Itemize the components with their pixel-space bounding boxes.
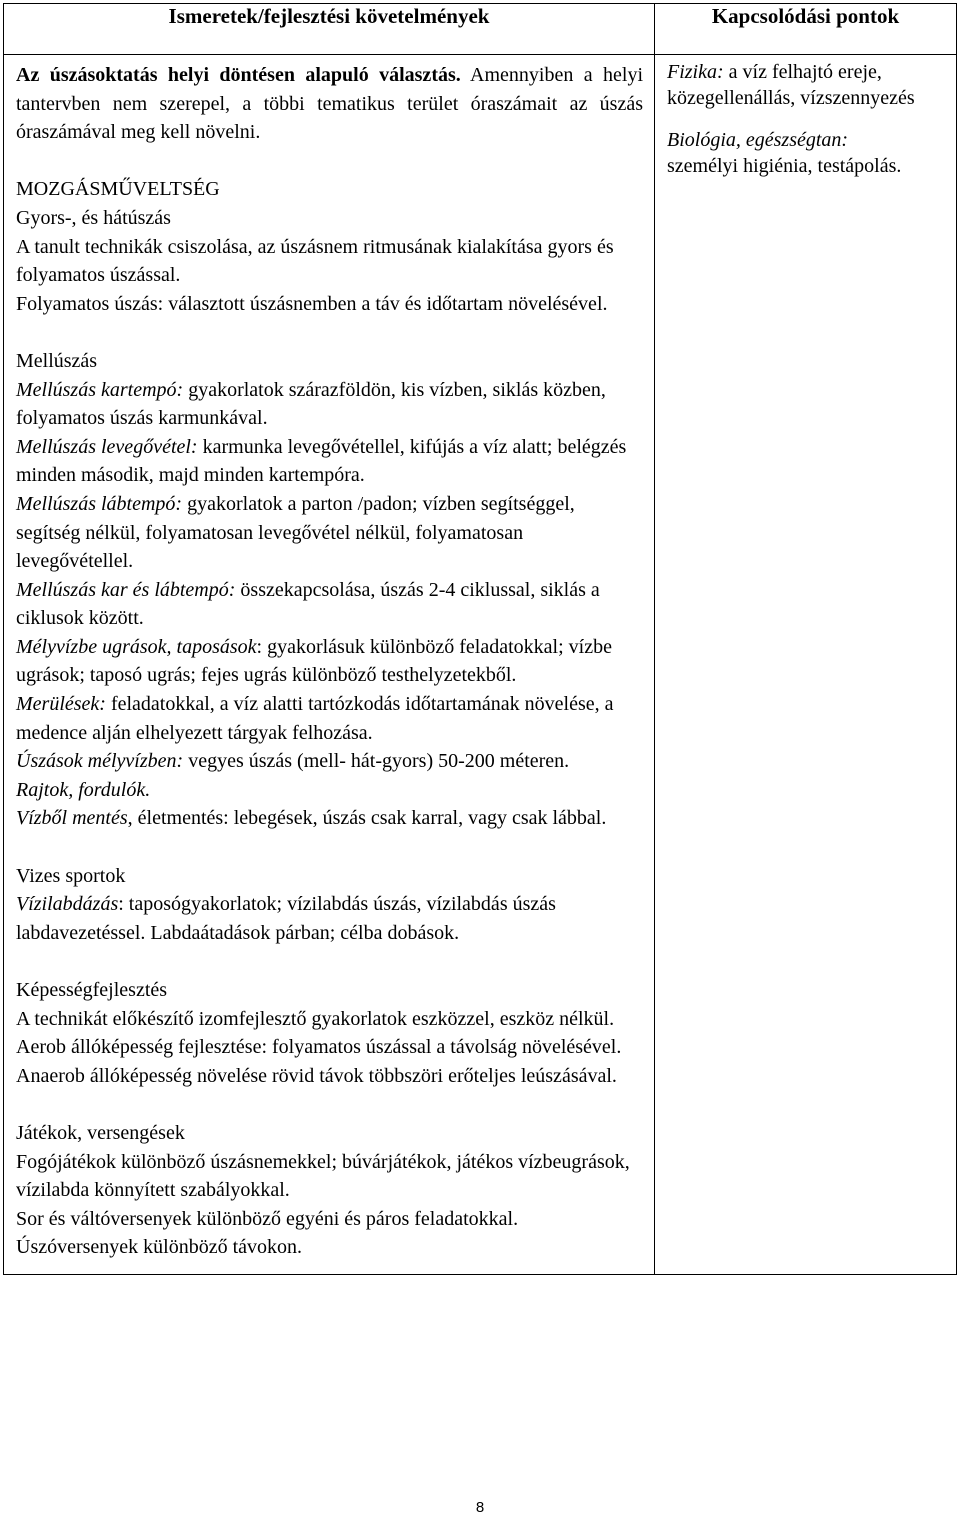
connections-cell — [655, 55, 957, 1275]
jatek-line-2: Sor és váltóversenyek különböző egyéni és páros feladatokkal. — [16, 1207, 519, 1230]
biologia-connection: Biológia, egészségtan: személyi higiénia, testápolás. — [667, 129, 902, 177]
mell-section — [16, 347, 643, 833]
vizilabdazas: Vízilabdázás: taposógyakorlatok; vízilabdás úszás, vízilabdás úszás labdavezetéssel. Labdaátadások párban; célba dobások. — [16, 893, 556, 944]
vizes-section — [16, 862, 643, 948]
jatek-title: Játékok, versengések — [16, 1121, 185, 1144]
mozgas-section — [16, 175, 643, 318]
mell-kartempo: Mellúszás kartempó: gyakorlatok szárazföldön, kis vízben, siklás közben, folyamatos úszás karmunkával. — [16, 378, 606, 430]
mell-title: Mellúszás — [16, 349, 98, 372]
table-header-row — [4, 4, 957, 55]
intro-text: Amennyiben a helyi tantervben nem szerepel, a többi tematikus terület óraszámait az úszás óraszámával meg kell növelni. — [16, 64, 644, 144]
vizes-title: Vizes sportok — [16, 864, 126, 887]
header-connections: Kapcsolódási pontok — [655, 4, 957, 55]
mell-levegovetel: Mellúszás levegővétel: karmunka levegővétellel, kifújás a víz alatt; belégzés minden második, majd minden kartempóra. — [16, 435, 627, 487]
vizbol-mentes: Vízből mentés, életmentés: lebegések, úszás csak karral, vagy csak lábbal. — [16, 807, 607, 830]
kepesseg-section — [16, 976, 643, 1090]
melyvizbe-ugrasok: Mélyvízbe ugrások, taposások: gyakorlásuk különböző feladatokkal; vízbe ugrások; taposó ugrás; fejes ugrás különböző testhelyzetekből. — [16, 635, 612, 687]
table-body-row — [4, 55, 957, 1275]
uszasok-melyvizben: Úszások mélyvízben: vegyes úszás (mell- hát-gyors) 50-200 méteren. — [16, 750, 570, 773]
requirements-cell — [4, 55, 655, 1275]
intro-bold: Az úszásoktatás helyi döntésen alapuló választás. — [16, 64, 461, 86]
mell-kar-es-lab: Mellúszás kar és lábtempó: összekapcsolása, úszás 2-4 ciklussal, siklás a ciklusok között. — [16, 578, 600, 630]
kepesseg-title: Képességfejlesztés — [16, 979, 168, 1001]
curriculum-table — [3, 3, 957, 1275]
fizika-connection: Fizika: a víz felhajtó ereje, közegellenállás, vízszennyezés — [667, 61, 915, 109]
jatek-section — [16, 1119, 643, 1262]
kepesseg-text: A technikát előkészítő izomfejlesztő gyakorlatok eszközzel, eszköz nélkül. Aerob állóképesség fejlesztése: folyamatos úszással a távolság növelésével. Anaerob állóképesség növelése rövid távok többszöri erőteljes leúszásával. — [16, 1007, 622, 1087]
jatek-line-3: Úszóversenyek különböző távokon. — [16, 1236, 303, 1259]
mozgas-line-3: Folyamatos úszás: választott úszásnemben a táv és időtartam növelésével. — [16, 292, 608, 315]
mell-labtempo: Mellúszás lábtempó: gyakorlatok a parton /padon; vízben segítséggel, segítség nélkül, folyamatosan levegővétel nélkül, folyamatosan levegővétellel. — [16, 492, 575, 573]
mozgas-line-2: A tanult technikák csiszolása, az úszásnem ritmusának kialakítása gyors és folyamatos úszással. — [16, 235, 614, 287]
merulesek: Merülések: feladatokkal, a víz alatti tartózkodás időtartamának növelése, a medence alján elhelyezett tárgyak felhozása. — [16, 693, 614, 744]
page-number: 8 — [475, 1499, 485, 1516]
intro-paragraph — [16, 61, 643, 147]
rajtok-fordulok: Rajtok, fordulók. — [16, 778, 151, 801]
mozgas-title: MOZGÁSMŰVELTSÉG — [16, 178, 220, 201]
mozgas-line-1: Gyors-, és hátúszás — [16, 206, 171, 229]
header-requirements: Ismeretek/fejlesztési követelmények — [4, 4, 655, 55]
jatek-line-1: Fogójátékok különböző úszásnemekkel; búvárjátékok, játékos vízbeugrások, vízilabda könnyített szabályokkal. — [16, 1150, 630, 1202]
